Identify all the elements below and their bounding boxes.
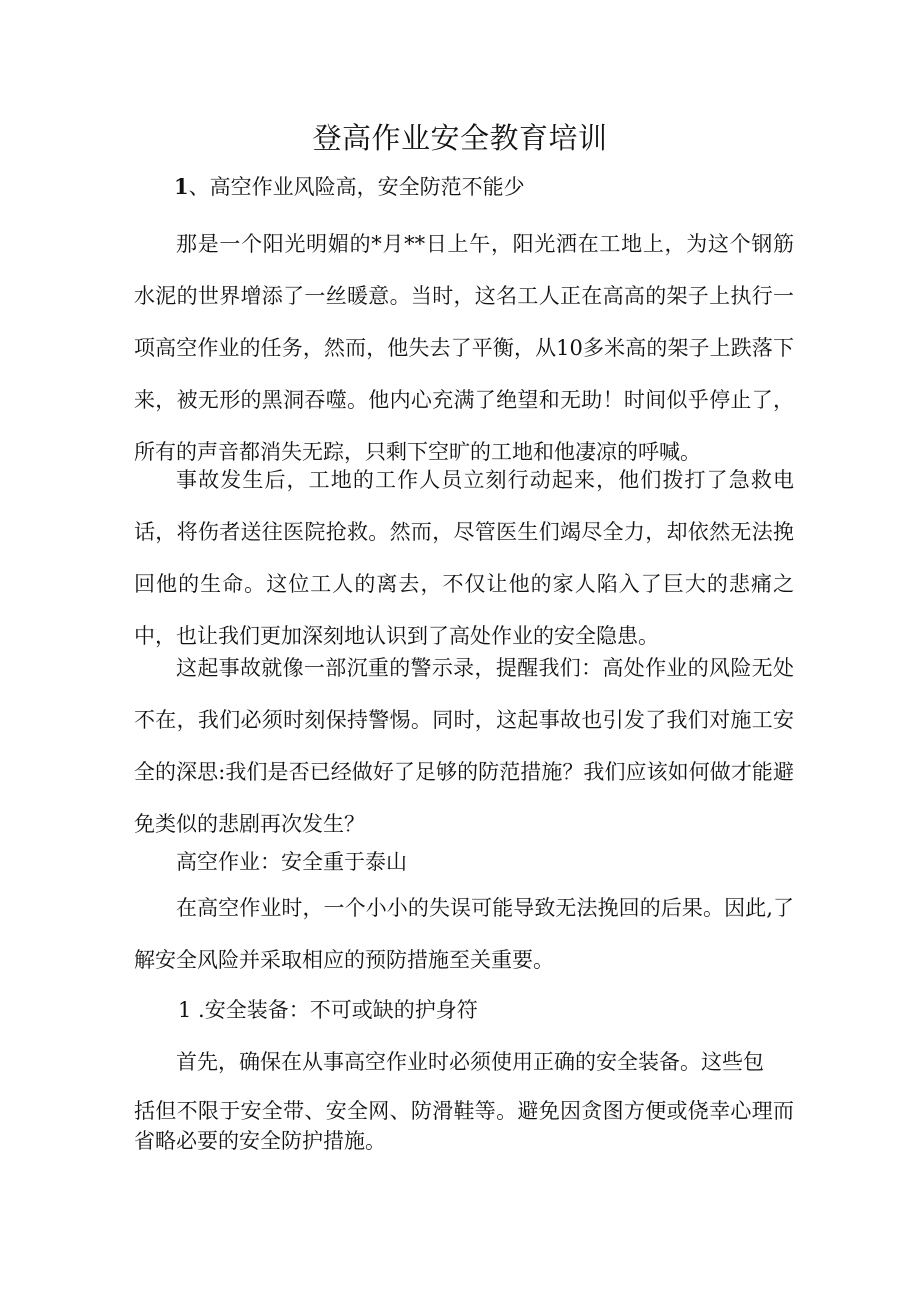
paragraph-after-accident: 事故发生后，工地的工作人员立刻行动起来，他们拨打了急救电话，将伤者送往医院抢救。然而，尽管医生们竭尽全力，却依然无法挽回他的生命。这位工人的离去，不仅让他的家人陷入了巨大的悲痛之中，也让我们更加深刻地认识到了高处作业的安全隐患。: [134, 468, 794, 648]
paragraph-accident-story: 那是一个阳光明媚的*月**日上午，阳光洒在工地上，为这个钢筋水泥的世界增添了一丝暖意。当时，这名工人正在高高的架子上执行一项高空作业的任务，然而，他失去了平衡，从10多米高的架子上跌落下来，被无形的黑洞吞噬。他内心充满了绝望和无助！时间似乎停止了，所有的声音都消失无踪，只剩下空旷的工地和他凄凉的呼喊。: [134, 232, 794, 464]
list-item-safety-equipment: 1 .安全装备：不可或缺的护身符: [178, 998, 478, 1022]
paragraph-equipment-first-line: 首先，确保在从事高空作业时必须使用正确的安全装备。这些包: [176, 1050, 764, 1074]
paragraph-warning: 这起事故就像一部沉重的警示录，提醒我们：高处作业的风险无处不在，我们必须时刻保持警惕。同时，这起事故也引发了我们对施工安全的深思:我们是否已经做好了足够的防范措施？我们应该如何做才能避免类似的悲剧再次发生？: [134, 656, 794, 836]
section-heading-text: 、高空作业风险高，安全防范不能少: [188, 175, 525, 199]
section-number: 1: [174, 174, 189, 199]
section-heading: [174, 170, 525, 204]
paragraph-risk: 在高空作业时，一个小小的失误可能导致无法挽回的后果。因此,了解安全风险并采取相应的预防措施至关重要。: [134, 896, 794, 972]
paragraph-equipment-rest: 括但不限于安全带、安全网、防滑鞋等。避免因贪图方便或侥幸心理而省略必要的安全防护措施。: [134, 1099, 794, 1153]
subheading-safety: 高空作业：安全重于泰山: [176, 850, 407, 874]
document-title: 登高作业安全教育培训: [312, 121, 608, 155]
